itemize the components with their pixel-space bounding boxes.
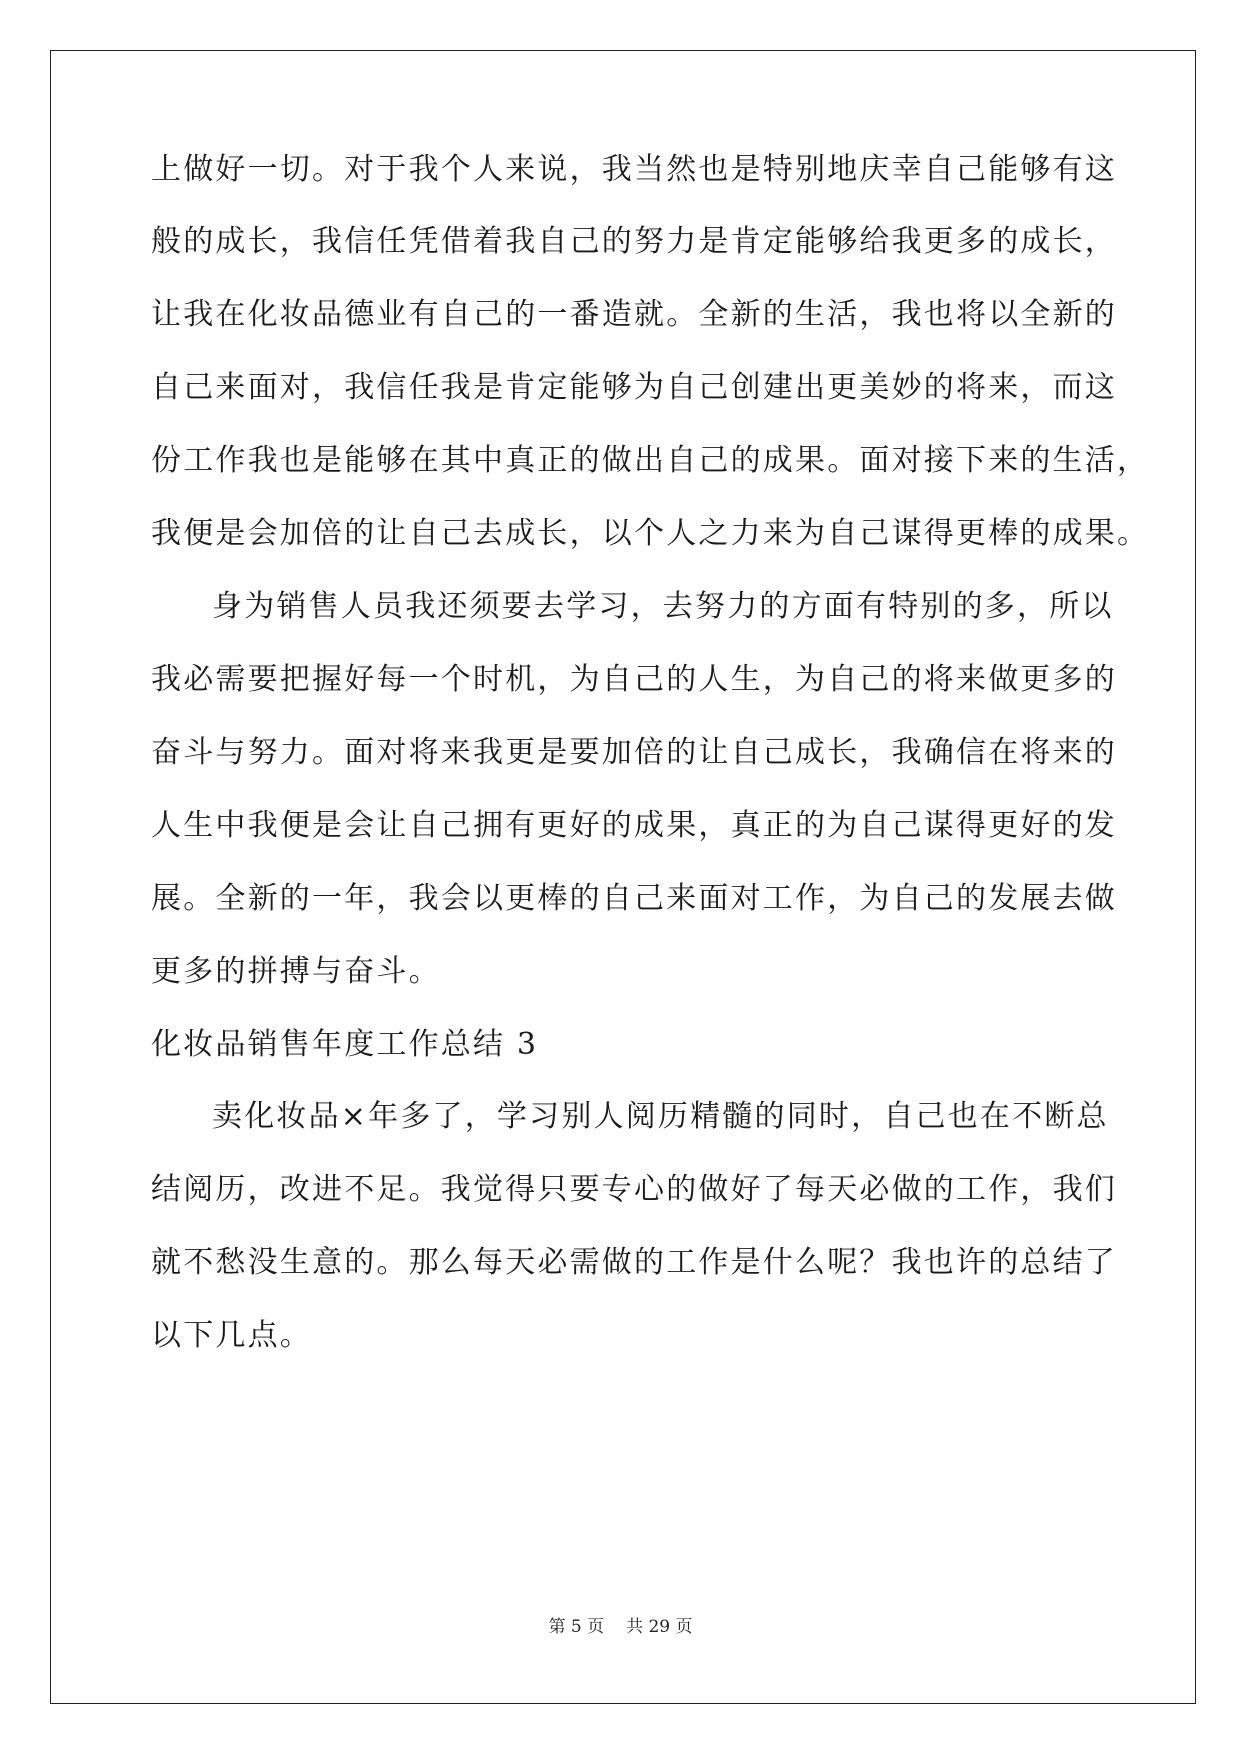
- text-line: 更多的拼搏与奋斗。: [151, 954, 441, 989]
- text-line: 让我在化妆品德业有自己的一番造就。全新的生活，我也将以全新的: [151, 297, 1117, 332]
- paragraph-first-line: 卖化妆品×年多了，学习别人阅历精髓的同时，自己也在不断总: [212, 1099, 1109, 1134]
- total-page-count: 共 29 页: [626, 1617, 693, 1637]
- text-line: 展。全新的一年，我会以更棒的自己来面对工作，为自己的发展去做: [151, 881, 1117, 916]
- section-heading: 化妆品销售年度工作总结 3: [151, 1027, 539, 1062]
- text-line: 我便是会加倍的让自己去成长，以个人之力来为自己谋得更棒的成果。: [151, 516, 1150, 551]
- text-line: 就不愁没生意的。那么每天必需做的工作是什么呢？我也许的总结了: [151, 1245, 1117, 1280]
- text-line: 份工作我也是能够在其中真正的做出自己的成果。面对接下来的生活，: [151, 443, 1150, 478]
- text-line: 自己来面对，我信任我是肯定能够为自己创建出更美妙的将来，而这: [151, 370, 1117, 405]
- text-line: 我必需要把握好每一个时机，为自己的人生，为自己的将来做更多的: [151, 662, 1117, 697]
- text-line: 结阅历，改进不足。我觉得只要专心的做好了每天必做的工作，我们: [151, 1172, 1117, 1207]
- text-line: 般的成长，我信任凭借着我自己的努力是肯定能够给我更多的成长，: [151, 224, 1117, 259]
- page-footer: [0, 1612, 1241, 1637]
- text-line: 上做好一切。对于我个人来说，我当然也是特别地庆幸自己能够有这: [151, 152, 1117, 187]
- paragraph-first-line: 身为销售人员我还须要去学习，去努力的方面有特别的多，所以: [212, 589, 1114, 624]
- text-line: 人生中我便是会让自己拥有更好的成果，真正的为自己谋得更好的发: [151, 808, 1117, 843]
- text-line: 以下几点。: [151, 1318, 312, 1353]
- current-page-number: 第 5 页: [548, 1617, 605, 1637]
- text-line: 奋斗与努力。面对将来我更是要加倍的让自己成长，我确信在将来的: [151, 735, 1117, 770]
